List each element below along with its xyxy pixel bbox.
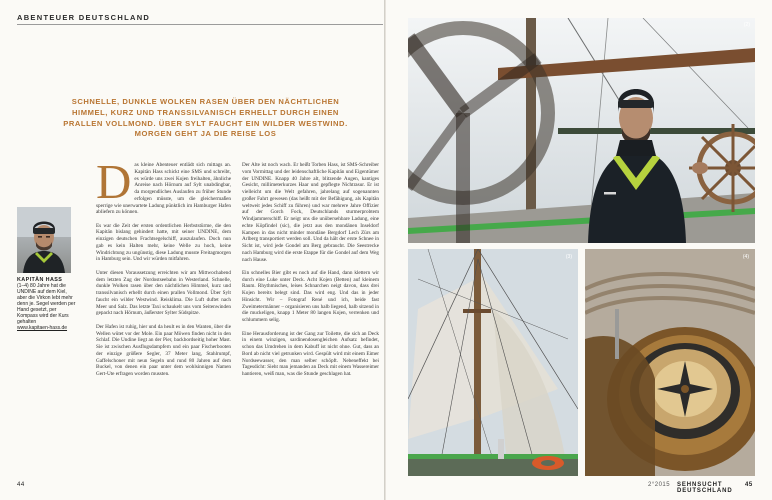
paragraph: Der Alte ist noch wach. Er heißt Torben Hass, ist SMS-Schreiber vom Vormittag und der leidenschaftliche Kapitän und Eigentümer der UNDINE. Knapp 40 Jahre alt, blitzende Augen, kantiges Gesicht, millimeterkurzes Haar und gepflegte Nichtrasur. Er ist vielleicht um die Welt gefahren, jahrelang auf sogenannten großer Fahrt gewesen (das heißt mit der Befähigung, als Kapitän weltweit jedes Schiff zu führen) und war mehrere Jahre Offizier auf der Gorch Fock, Deutschlands sturmerprobtem Windjammerschiff. Er neigt uns die unübersehbare Ladung, eine echte Köpfindel (sic), die jetzt aus den mondänen Inseldorf Kampen in das nicht minder mondäne Bergdorf Lech Zürs am Arlberg transportiert werden soll. Und da hält der erste Schnee in Sicht ist, wird jede Gondel am Berg gebraucht. Die Seestrecke nach Hamburg wird die erste Etappe für die Gondel auf dem Weg nach Hause. [242,162,379,263]
section-title: ABENTEUER DEUTSCHLAND [17,13,151,22]
caption-name: KAPITÄN HASS [17,277,63,283]
caption-text: (1–4) 80 Jahre hat die UNDINE auf dem Kiel, aber die Virkon lebt mehr denn je. Segel werden per Hand gesetzt, per Kompass wird der Kurs gehalten [17,283,76,325]
body-column-2 [242,162,379,385]
section-divider [17,24,383,25]
photo-compass-drawing [585,249,755,476]
page-number-right: 45 [745,482,753,488]
paragraph: Der Hafen ist ruhig, hier und da heult es in den Wanten, über die Wellen wütet vor der Mole. Ein paar Möwen finden nicht in den Schlaf. Die Undine liegt an der Pier, backbordseitig hoher Mast. Sie ist zwischen Ausflugsdampfern und ein paar Fischerbooten der einzige größere Segler, 37 Meter lang, Stahlrumpf, Gaffelschoner mit neun Segeln und rund 80 Jahren auf dem Buckel, von denen ein paar unter dem wohlsinnigen Namen Gert-Ute erfragen worden mussten. [96,323,231,378]
intro-lead: SCHNELLE, DUNKLE WOLKEN RASEN ÜBER DEN NÄCHTLICHEN HIMMEL, KURZ UND TRANSSILVANISCH ERHELLT DURCH EINEN PRALLEN VOLLMOND. ÜBER SYLT FAUCHT EIN WILDER WESTWIND. MORGEN GEHT JA DIE REISE LOS [63,97,348,139]
photo-number: (3) [565,254,572,260]
left-page [0,0,384,500]
paragraph: Eine Herausforderung ist der Gang zur Toilette, die sich an Deck in einem winzigen, sardinendosengleichen Aufsatz befindet, schon das Umdrehen in dem Kabuff ist nicht ohne. Gut, dass an Bord ab nicht viel getrunken wird. Gespült wird mit einem Eimer Nordseewasser, den man selber schöpft. Nebeneffekt bei Tagesdicht: Sieht man jemanden an Deck mit einem Wassereimer hantieren, weiß man, was die Stunde geschlagen hat. [242,330,379,378]
body-column-1 [96,154,231,385]
paragraph: Ein schnelles Bier gibt es noch auf die Hand, dann klettern wir durch eine Luke unter Deck. Acht Kojen (Betten) auf kleinem Raum. Rhythmisches, leises Schnarchen neigt davon, dass drei Kojen bereits belegt sind. Das wird eng. Und das in jeder Hinsicht. Wir – Fotograf René und ich, beide fast Zweimetermänner – organisieren uns halb liegend, halb sitzend in die muckeligen, knapp 1 Meter 80 langen Kojen, verrenken und schlummern selig. [242,269,379,324]
captain-portrait-drawing [17,207,71,273]
photo-captain-at-wheel [408,18,755,243]
photo-number: (2) [743,22,750,28]
page-number-left: 44 [17,482,25,488]
caption-link[interactable]: www.kapitaen-hass.de [17,325,68,331]
photo-number: (4) [742,254,749,260]
photo-caption [17,277,77,331]
photo-captain-drawing [408,18,755,243]
paragraph: Das kleine Abenteuer entlädt sich mittags an. Kapitän Hass schickt eine SMS und schreibt, es würde uns zwei Kojen freihalten, ähnliche Anreise nach Hörnum auf Sylt unabdingbar, da morgendliches Auslaufen zu früher Stunde erfolgen müsste, um die gleichermaßen sperrige wie unerwartete Ladung pünktlich im Hamburger Hafen abliefern zu können. [96,154,231,216]
issue-number: 2°2015 [648,482,671,488]
drop-cap: D [96,154,132,209]
captain-portrait [17,207,71,273]
photo-mast-drawing [408,249,578,476]
paragraph: Es war die Zeit der ersten ordentlichen Herbststürme, die den Kapitän bislang gehindert hatte, mit seiner UNDINE, dem einzigen deutschen Frachtsegelschiff, auszulaufen. Doch nun gab es kein Halten mehr, keine Welle zu hoch, keine Windrichtung zu ungünstig, diese Ladung musste Freitagmorgen in Hamburg sein. Und wir würden mitfahren. [96,222,231,263]
photo-compass [585,249,755,476]
photo-mast-and-sails [408,249,578,476]
paragraph: Unter diesen Voraussetzung erreichten wir am Mittwochabend dem letzten Zug der Nordostseebahn in Westerland. Schnelle, dunkle Wolken rasen über den nächtlichen Himmel, kurz und transsilvanisch erhellt durch einen prallen Vollmond. Über Sylt faucht ein wilder Westwind. Reisklima. Die Luft duftet nach Meer und Salz. Das letzte Taxi schaukelt uns vom Seitenwinden gepackt nach Hörnum, äußerster Sylter Südspitze. [96,269,231,317]
magazine-name: SEHNSUCHT DEUTSCHLAND [677,482,733,494]
right-page [386,0,772,500]
